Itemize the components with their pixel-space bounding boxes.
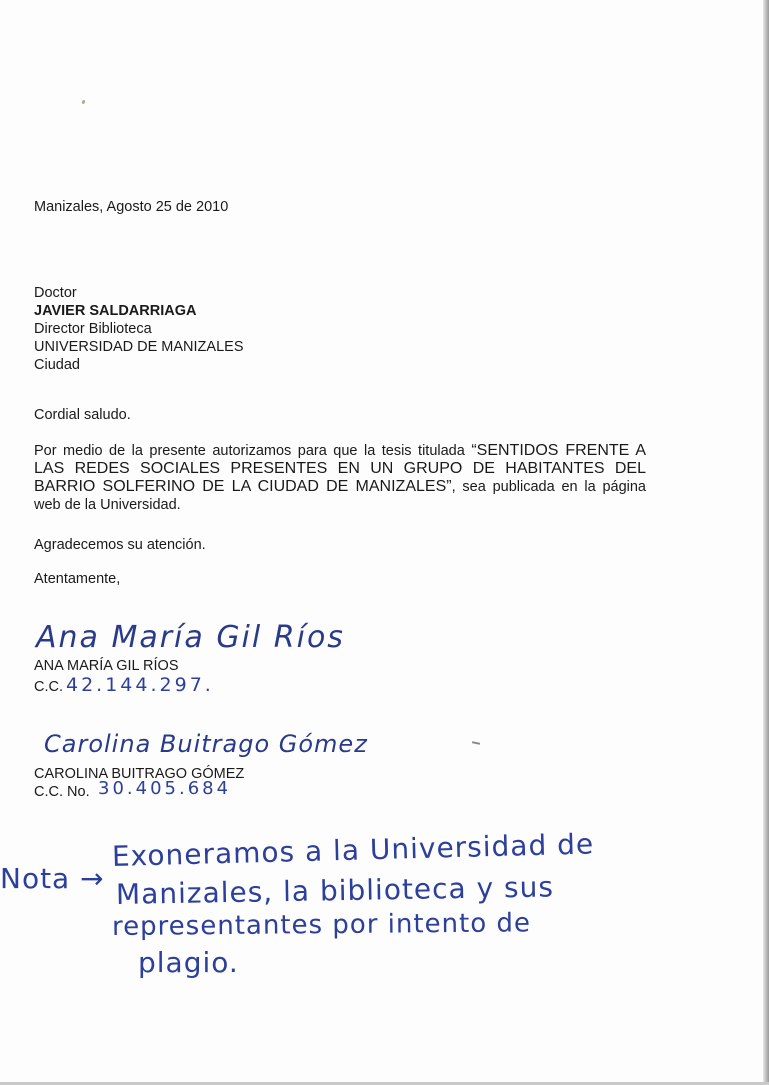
closing-line: Atentamente,: [34, 571, 121, 587]
signer-2-id-number: 30.405.684: [98, 778, 232, 799]
scan-speck: [81, 100, 86, 105]
signer-1-id-number: 42.144.297.: [66, 674, 214, 696]
scan-speck: [472, 741, 480, 745]
note-line-4: plagio.: [138, 946, 239, 979]
recipient-title: Doctor: [34, 285, 77, 301]
note-label-text: Nota: [0, 862, 71, 895]
body-intro: Por medio de la presente autorizamos para que la tesis titulada: [34, 443, 465, 459]
note-line-2: Manizales, la biblioteca y sus: [115, 870, 555, 911]
thesis-title: “SENTIDOS FRENTE A LAS REDES SOCIALES PRESENTES EN UN GRUPO DE HABITANTES DEL BARRIO SOLFERINO DE LA CIUDAD DE MANIZALES”: [34, 442, 647, 495]
note-line-1: Exoneramos a la Universidad de: [111, 827, 595, 873]
greeting: Cordial saludo.: [34, 407, 131, 423]
body-outro: , sea publicada en la página web de la Universidad.: [34, 479, 646, 513]
recipient-institution: UNIVERSIDAD DE MANIZALES: [34, 339, 244, 355]
recipient-name: JAVIER SALDARRIAGA: [34, 303, 197, 319]
signer-1-id-label: C.C.: [34, 679, 63, 695]
signature-1: Ana María Gil Ríos: [36, 620, 345, 655]
thanks-line: Agradecemos su atención.: [34, 537, 206, 553]
arrow-icon: →: [80, 862, 105, 895]
signature-2: Carolina Buitrago Gómez: [44, 730, 368, 758]
note-label: [0, 862, 105, 895]
recipient-city: Ciudad: [34, 357, 80, 373]
recipient-position: Director Biblioteca: [34, 321, 152, 337]
signer-2-name: CAROLINA BUITRAGO GÓMEZ: [34, 766, 245, 782]
note-line-3: representantes por intento de: [111, 908, 532, 942]
letter-date: Manizales, Agosto 25 de 2010: [34, 199, 229, 215]
page-edge-shadow: [763, 0, 769, 1085]
signer-2-id-label: C.C. No.: [34, 784, 90, 800]
signer-1-name: ANA MARÍA GIL RÍOS: [34, 658, 179, 674]
letter-body: [34, 442, 646, 514]
